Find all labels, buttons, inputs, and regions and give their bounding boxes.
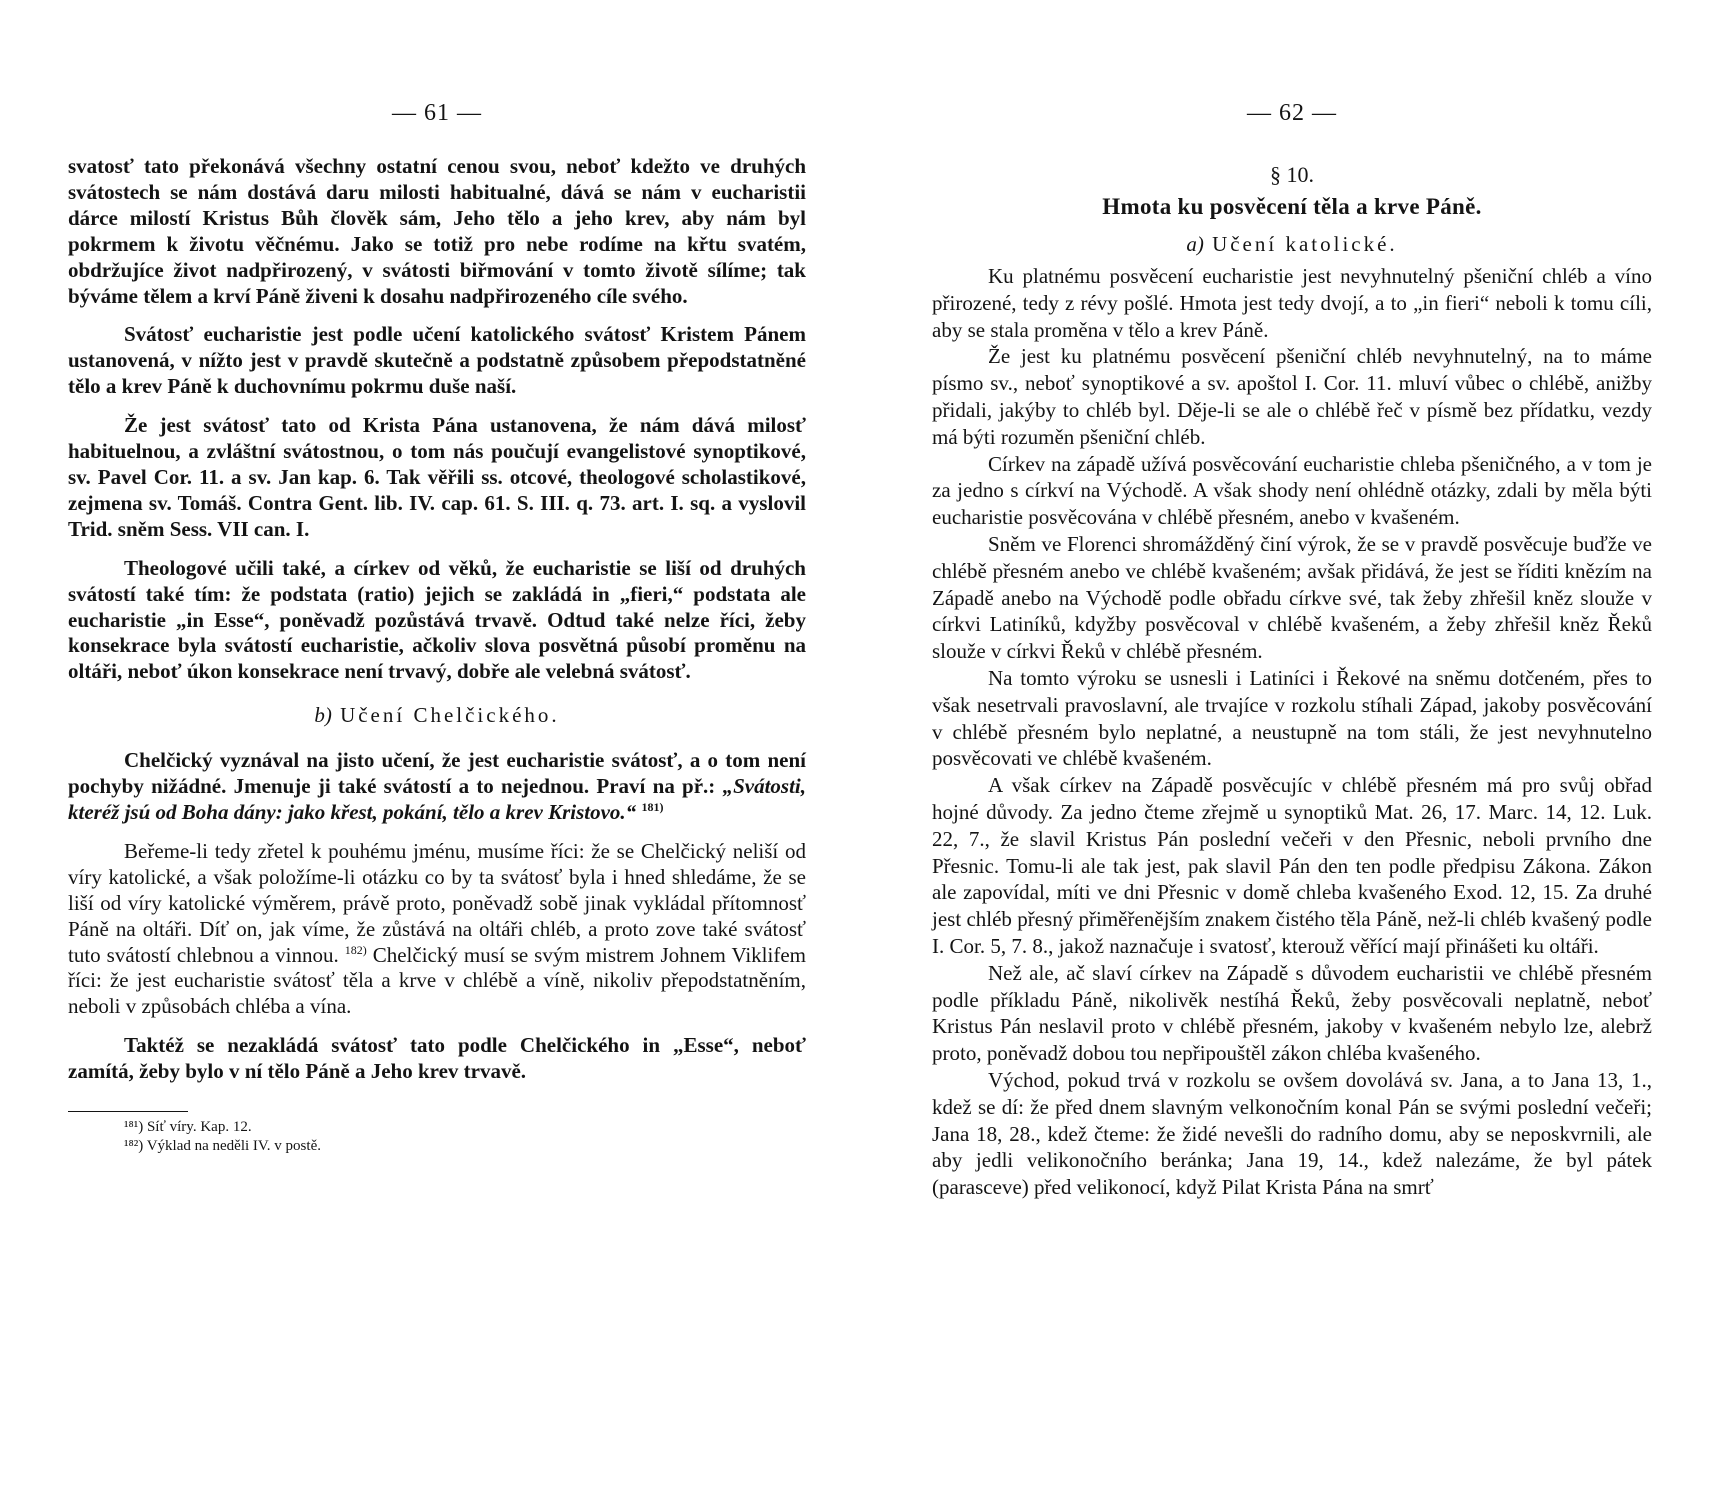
subheading-letter: a): [1186, 232, 1204, 256]
section-title: Hmota ku posvěcení těla a krve Páně.: [1102, 194, 1482, 219]
paragraph: Že jest ku platnému posvěcení pšeniční chléb nevyhnutelný, na to máme písmo sv., neboť synoptikové a sv. apoštol I. Cor. 11. mluví vůbec o chlébě, anižby přidali, jakýby to chléb byl. Děje-li se ale o chlébě řeč v písmě bez přídatku, vezdy má býti rozuměn pšeniční chléb.: [932, 344, 1652, 449]
paragraph: Theologové učili také, a církev od věků, že eucharistie se liší od druhých svátostí také tím: že podstata (ratio) jejich se zakládá in „fieri,“ podstata ale eucharistie „in Esse“, poněvadž pozůstává trvavě. Odtud také nelze říci, žeby konsekrace byla svátostí eucharistie, ačkoliv slova posvětná působí proměnu na oltáři, neboť úkon konsekrace není trvavý, dobře ale velebná svátosť.: [68, 555, 806, 684]
left-page-body: [68, 154, 806, 685]
paragraph: Církev na západě užívá posvěcování eucharistie chleba pšeničného, a v tom je za jedno s církví na Východě. A však shody není ohlédně otázky, zdali by měla býti eucharistie posvěcována v chlébě přesném, anebo v kvašeném.: [932, 451, 1652, 530]
footnote-rule: [68, 1111, 188, 1112]
paragraph: Na tomto výroku se usnesli i Latiníci i Řekové na sněmu dotčeném, přes to však nesetrvali pravoslavní, ale trvajíce v rozkolu stíhali Západ, jakoby posvěcování v chlébě přesném bylo neplatné, a neustupně na tom stáli, že jest nevyhnutelno posvěcovati ve chlébě kvašeném.: [932, 665, 1652, 771]
paragraph: Taktéž se nezakládá svátosť tato podle Chelčického in „Esse“, neboť zamítá, žeby bylo v ní tělo Páně a Jeho krev trvavě.: [68, 1033, 806, 1084]
subheading-text: Učení katolické.: [1212, 232, 1398, 256]
paragraph-text: Chelčický vyznával na jisto učení, že jest eucharistie svátosť, a o tom není pochyby nižádné. Jmenuje ji také svátostí a to nejednou. Praví na př.:: [68, 748, 806, 799]
paragraph: Svátosť eucharistie jest podle učení katolického svátosť Kristem Pánem ustanovená, v nížto jest v pravdě skutečně a podstatně způsobem přepodstatněné tělo a krev Páně k duchovnímu pokrmu duše naší.: [68, 322, 806, 399]
subheading-chelcicky: [68, 703, 806, 728]
paragraph: A však církev na Západě posvěcujíc v chlébě přesném má pro svůj obřad hojné důvody. Za jedno čteme zřejmě u synoptiků Mat. 26, 17. Marc. 14, 12. Luk. 22, 7., že slavil Kristus Pán poslední večeři v den Přesnic, neboli prvního dne Přesnic. Tomu-li ale tak jest, pak slavil Pán den ten podle předpisu Zákona. Zákon ale zapovídal, míti ve dni Přesnic v domě chleba kvašeného Exod. 12, 15. Za druhé jest chléb přesný přiměřenějším znakem čistého těla Páně, než-li chléb kvašený podle I. Cor. 5, 7. 8., jakož naznačuje i svatosť, kterouž věřící mají přinášeti ku oltáři.: [932, 773, 1652, 958]
page-number-left: — 61 —: [392, 100, 482, 126]
footnote-ref: 182): [344, 942, 367, 957]
paragraph: [68, 839, 806, 1020]
page-number-right: — 62 —: [1247, 100, 1337, 126]
subheading-text: Učení Chelčického.: [340, 703, 560, 728]
quote: „Svátosti, kteréž jsú od Boha dány: jako křest, pokání, tělo a krev Kristovo.“: [68, 774, 806, 825]
footnote-ref: 181): [641, 800, 664, 815]
paragraph: Sněm ve Florenci shromážděný činí výrok, že se v pravdě posvěcuje buďže ve chlébě přesném anebo ve chlébě kvašeném; avšak přidává, že jest se říditi knězím na Západě anebo na Východě podle obřadu církve své, tak žeby zhřešil kněz slouže v církvi Latiníků, kdyžby posvěcoval v chlébě kvašeném, a žeby zhřešil kněz Řeků slouže v církvi Řeků v chlébě přesném.: [932, 531, 1652, 664]
paragraph: Než ale, ač slaví církev na Západě s důvodem eucharistii ve chlébě přesném podle příkladu Páně, nikolivěk nestíhá Řeků, žeby posvěcovali neplatně, neboť Kristus Pán neslavil proto v chlébě přesném, jakoby v kvašeném nebylo lze, alebrž proto, poněvadž dobou tou nepřipouštěl zákon chléba kvašeného.: [932, 960, 1652, 1066]
paragraph-text: Beřeme-li tedy zřetel k pouhému jménu, musíme říci: že se Chelčický neliší od víry katolické, a však položíme-li otázku co by ta svátosť byla i hned shledáme, že se liší od víry katolické výměrem, právě proto, poněvadž sobě jinak vykládal přítomnosť Páně na oltáři. Díť on, jak víme, že zůstává na oltáři chléb, a proto zove také svátosť tuto svátostí chlebnou a vinnou.: [68, 838, 806, 967]
paragraph: Ku platnému posvěcení eucharistie jest nevyhnutelný pšeniční chléb a víno přirozené, tedy z révy pošlé. Hmota jest tedy dvojí, a to „in fieri“ neboli k tomu cíli, aby se stala proměna v tělo a krev Páně.: [932, 264, 1652, 342]
paragraph-text: Chelčický musí se svým mistrem Johnem Viklifem říci: že jest eucharistie svátosť těla a krve v chlébě a víně, nikoliv přepodstatněním, neboli v způsobách chléba a vína.: [68, 942, 807, 1019]
right-page: [932, 0, 1652, 1201]
left-page-body-2: [68, 748, 806, 1085]
subheading-katolicke: [932, 232, 1652, 257]
paragraph: Východ, pokud trvá v rozkolu se ovšem dovolává sv. Jana, a to Jana 13, 1., kdež se dí: že před dnem slavným velkonočním konal Pán se svými poslední večeři; Jana 18, 28., kdež čteme: že židé nevešli do radního domu, aby se neposkvrnili, ale aby jedli velikonočního beránka; Jana 19, 14., kdež nalezáme, že byl pátek (parasceve) před velikonocí, když Pilat Krista Pána na smrť: [932, 1067, 1652, 1200]
footnote: ¹⁸²) Výklad na neděli IV. v postě.: [124, 1138, 321, 1155]
footnote: ¹⁸¹) Síť víry. Kap. 12.: [124, 1119, 252, 1136]
footnotes: [124, 1118, 806, 1156]
paragraph: Že jest svátosť tato od Krista Pána ustanovena, že nám dává milosť habituelnou, a zvláštní svátostnou, o tom nás poučují evangelistové synoptikové, sv. Pavel Cor. 11. a sv. Jan kap. 6. Tak věřili ss. otcové, theologové scholastikové, zejmena sv. Tomáš. Contra Gent. lib. IV. cap. 61. S. III. q. 73. art. I. sq. a vyslovil Trid. sněm Sess. VII can. I.: [68, 413, 806, 541]
paragraph: [68, 748, 806, 826]
subheading-letter: b): [314, 703, 332, 728]
paragraph: svatosť tato překonává všechny ostatní cenou svou, neboť kdežto ve druhých svátostech se nám dostává daru milosti habitualné, dává se nám v eucharistii dárce milostí Kristus Bůh člověk sám, Jeho tělo a jeho krev, aby nám byl pokrmem k životu věčnému. Jako se totiž pro nebe rodíme na křtu svatém, obdržujíce život nadpřirozený, v svátosti biřmování v tomto životě sílíme; tak býváme tělem a krví Páně živeni k dosahu nadpřirozeného cíle svého.: [68, 154, 806, 308]
right-page-body: [932, 263, 1652, 1201]
left-page: [68, 0, 806, 1156]
section-mark: § 10.: [1270, 162, 1314, 187]
